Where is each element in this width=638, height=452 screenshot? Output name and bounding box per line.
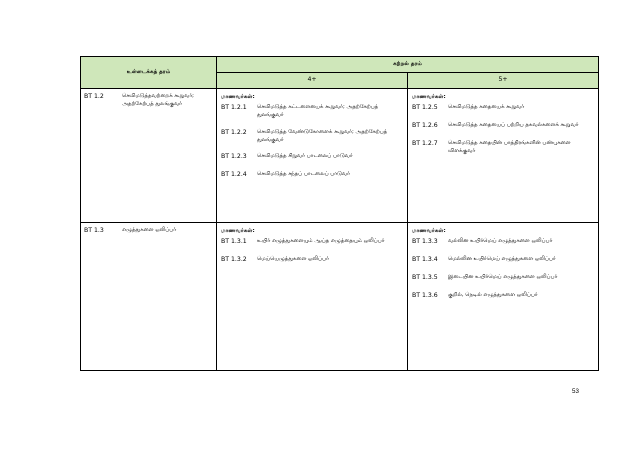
item-text: செவிமடுத்த சிறுவர் பாடலைப் பாடுவர் — [257, 153, 353, 160]
learning-standard-header-text: கற்றல் தரம் — [393, 61, 422, 68]
year-4-header: 4+ — [217, 73, 408, 89]
item-text: இடையின உயிர்மெய் எழுத்துகளை ஒலிப்பர் — [448, 274, 558, 281]
list-item — [221, 153, 403, 162]
list-item — [412, 122, 594, 131]
item-code: BT 1.3.2 — [221, 256, 247, 264]
item-text: மெல்லின உயிர்மெய் எழுத்துகளை ஒலிப்பர் — [448, 256, 556, 263]
standard-code: BT 1.2 — [84, 93, 104, 100]
item-text: செவிமடுத்த சந்தப் பாடலைப் பாடுவர் — [257, 171, 350, 178]
list-item — [412, 140, 594, 156]
content-standard-header — [81, 57, 217, 89]
list-item — [221, 256, 403, 265]
list-item — [412, 274, 594, 283]
group-title: மாணவர்கள்: — [412, 94, 446, 100]
learning-standard-header — [217, 57, 599, 73]
item-code: BT 1.3.3 — [412, 238, 438, 246]
standard-code: BT 1.3 — [84, 227, 104, 234]
list-item — [221, 129, 403, 145]
list-item — [221, 171, 403, 180]
item-text: செவிமடுத்த கதையைக் கூறுவர் — [448, 104, 525, 111]
item-code: BT 1.3.4 — [412, 256, 438, 264]
item-code: BT 1.2.4 — [221, 171, 247, 179]
standards-table — [80, 56, 599, 371]
item-code: BT 1.3.5 — [412, 274, 438, 282]
item-code: BT 1.2.6 — [412, 122, 438, 130]
item-code: BT 1.3.1 — [221, 238, 247, 246]
item-text: செவிமடுத்த வேண்டுகோளைக் கூறுவர்; அதற்கேற்பத் துலங்குவர் — [257, 128, 388, 143]
item-code: BT 1.2.2 — [221, 128, 247, 136]
item-code: BT 1.3.6 — [412, 292, 438, 300]
learning-standard-cell — [408, 89, 599, 223]
item-text: மெய்யெழுத்துகளை ஒலிப்பர் — [257, 256, 329, 263]
content-standard-header-text: உள்ளடக்கத் தரம் — [126, 69, 171, 76]
list-item — [412, 292, 594, 301]
list-item — [412, 238, 594, 247]
year-5-header: 5+ — [408, 73, 599, 89]
group-title: மாணவர்கள்: — [412, 228, 446, 234]
page-number: 53 — [572, 388, 579, 395]
list-item — [412, 256, 594, 265]
list-item — [221, 238, 403, 247]
item-text: செவிமடுத்த கட்டளையைக் கூறுவர்; அதற்கேற்பத் துலங்குவர் — [257, 104, 379, 118]
item-code: BT 1.2.7 — [412, 140, 438, 148]
table-row — [81, 89, 599, 223]
item-code: BT 1.2.3 — [221, 153, 247, 161]
content-standard-cell — [81, 223, 217, 371]
standard-text: செவிமடுத்தவற்றைக் கூறுவர்; அதற்கேற்பத் துலங்குவர் — [122, 93, 194, 107]
item-text: குறில், நெடில் எழுத்துகளை ஒலிப்பர் — [448, 292, 538, 299]
item-code: BT 1.2.1 — [221, 104, 247, 112]
learning-standard-cell — [408, 223, 599, 371]
item-text: செவிமடுத்த கதையைப் பற்றிய தகவல்களைக் கூறுவர் — [448, 122, 579, 129]
learning-standard-cell — [217, 223, 408, 371]
learning-standard-cell — [217, 89, 408, 223]
group-title: மாணவர்கள்: — [221, 94, 255, 100]
table-row — [81, 223, 599, 371]
item-code: BT 1.2.5 — [412, 104, 438, 112]
group-title: மாணவர்கள்: — [221, 228, 255, 234]
list-item — [412, 104, 594, 113]
content-standard-cell — [81, 89, 217, 223]
item-text: வல்லின உயிர்மெய் எழுத்துகளை ஒலிப்பர் — [448, 238, 553, 245]
list-item — [221, 104, 403, 120]
item-text: உயிர் எழுத்துகளையும் ஆய்த எழுத்தையும் ஒலிப்பர் — [257, 238, 385, 245]
item-text: செவிமடுத்த கதையின் பாத்திரங்களின் பண்புகளை விளக்குவர் — [448, 140, 571, 154]
standard-text: எழுத்துகளை ஒலிப்பர் — [122, 227, 177, 233]
